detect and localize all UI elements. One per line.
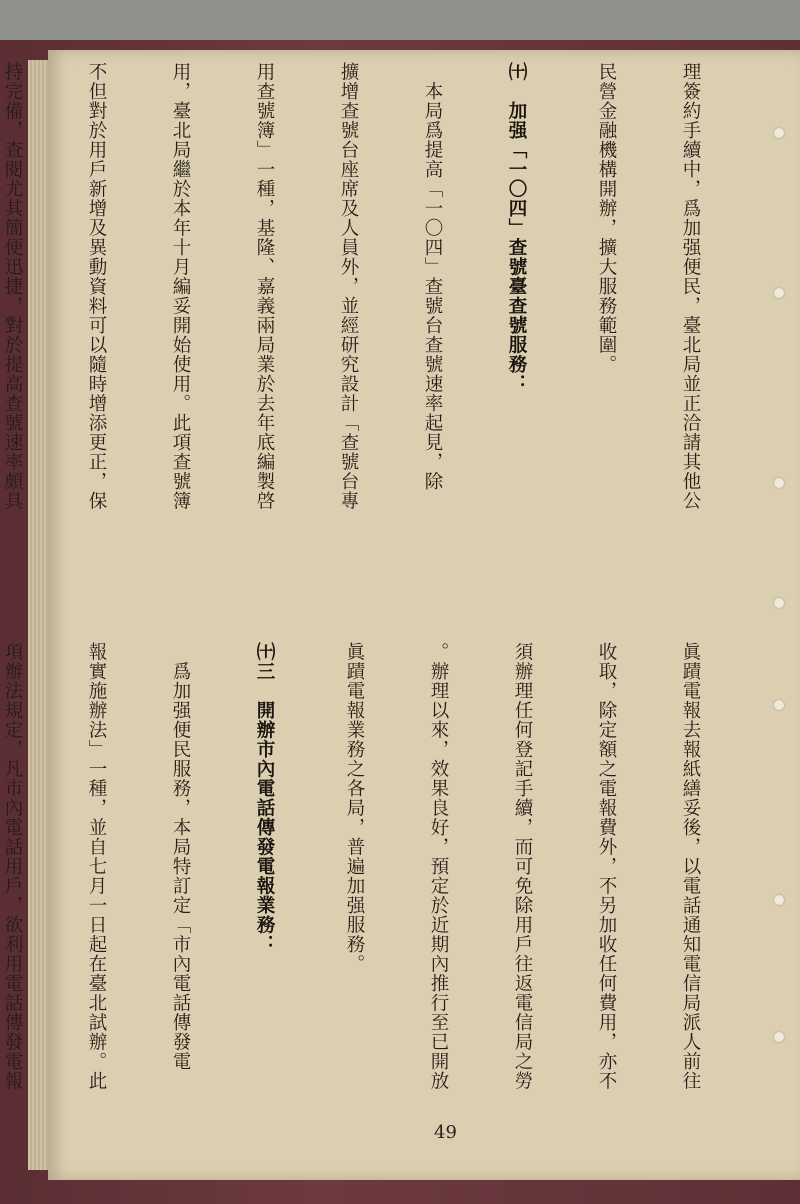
text-column: 眞蹟電報業務之各局，普遍加强服務。 [344,642,365,974]
text-column: 民營金融機構開辦，擴大服務範圍。 [596,62,617,374]
top-vertical-columns [2,62,760,622]
book-page [2,50,800,1180]
text-column: 不但對於用戶新增及異動資料可以隨時增添更正，保 [86,62,107,511]
bottom-vertical-columns [2,642,760,1112]
text-column: 爲加强便民服務，本局特訂定「市內電話傳發電 [170,642,191,1071]
page-number: 49 [434,1122,457,1143]
text-column: 報實施辦法」一種，並自七月一日起在臺北試辦。此 [86,642,107,1091]
text-column: 理簽約手續中，爲加强便民，臺北局並正洽請其他公 [680,62,701,511]
text-column: 持完備，查閱尤其簡便迅捷，對於提高查號速率頗具 [2,62,23,511]
text-column: 項辦法規定，凡市內電話用戶，欲利用電話傳發電報 [2,642,23,1091]
text-column: 收取，除定額之電報費外，不另加收任何費用，亦不 [596,642,617,1091]
text-column: 。辦理以來，效果良好，預定於近期內推行至已開放 [428,642,449,1091]
text-column: 擴增查號台座席及人員外，並經研究設計「查號台專 [338,62,359,511]
text-column: 本局爲提高「一〇四」查號台查號速率起見，除 [422,62,443,491]
bottom-text-block [2,642,800,1122]
top-text-block [2,62,800,632]
text-column: 須辦理任何登記手續，而可免除用戶往返電信局之勞 [512,642,533,1091]
section-heading: ㈩三 開辦市內電話傳發電報業務： [254,642,275,954]
text-column: 用，臺北局繼於本年十月編妥開始使用。此項查號簿 [170,62,191,511]
text-column: 眞蹟電報去報紙繕妥後，以電話通知電信局派人前往 [680,642,701,1091]
text-column: 用查號簿」一種，基隆、嘉義兩局業於去年底編製啓 [254,62,275,511]
section-heading: ㈩ 加强「一〇四」查號臺查號服務： [506,62,527,394]
